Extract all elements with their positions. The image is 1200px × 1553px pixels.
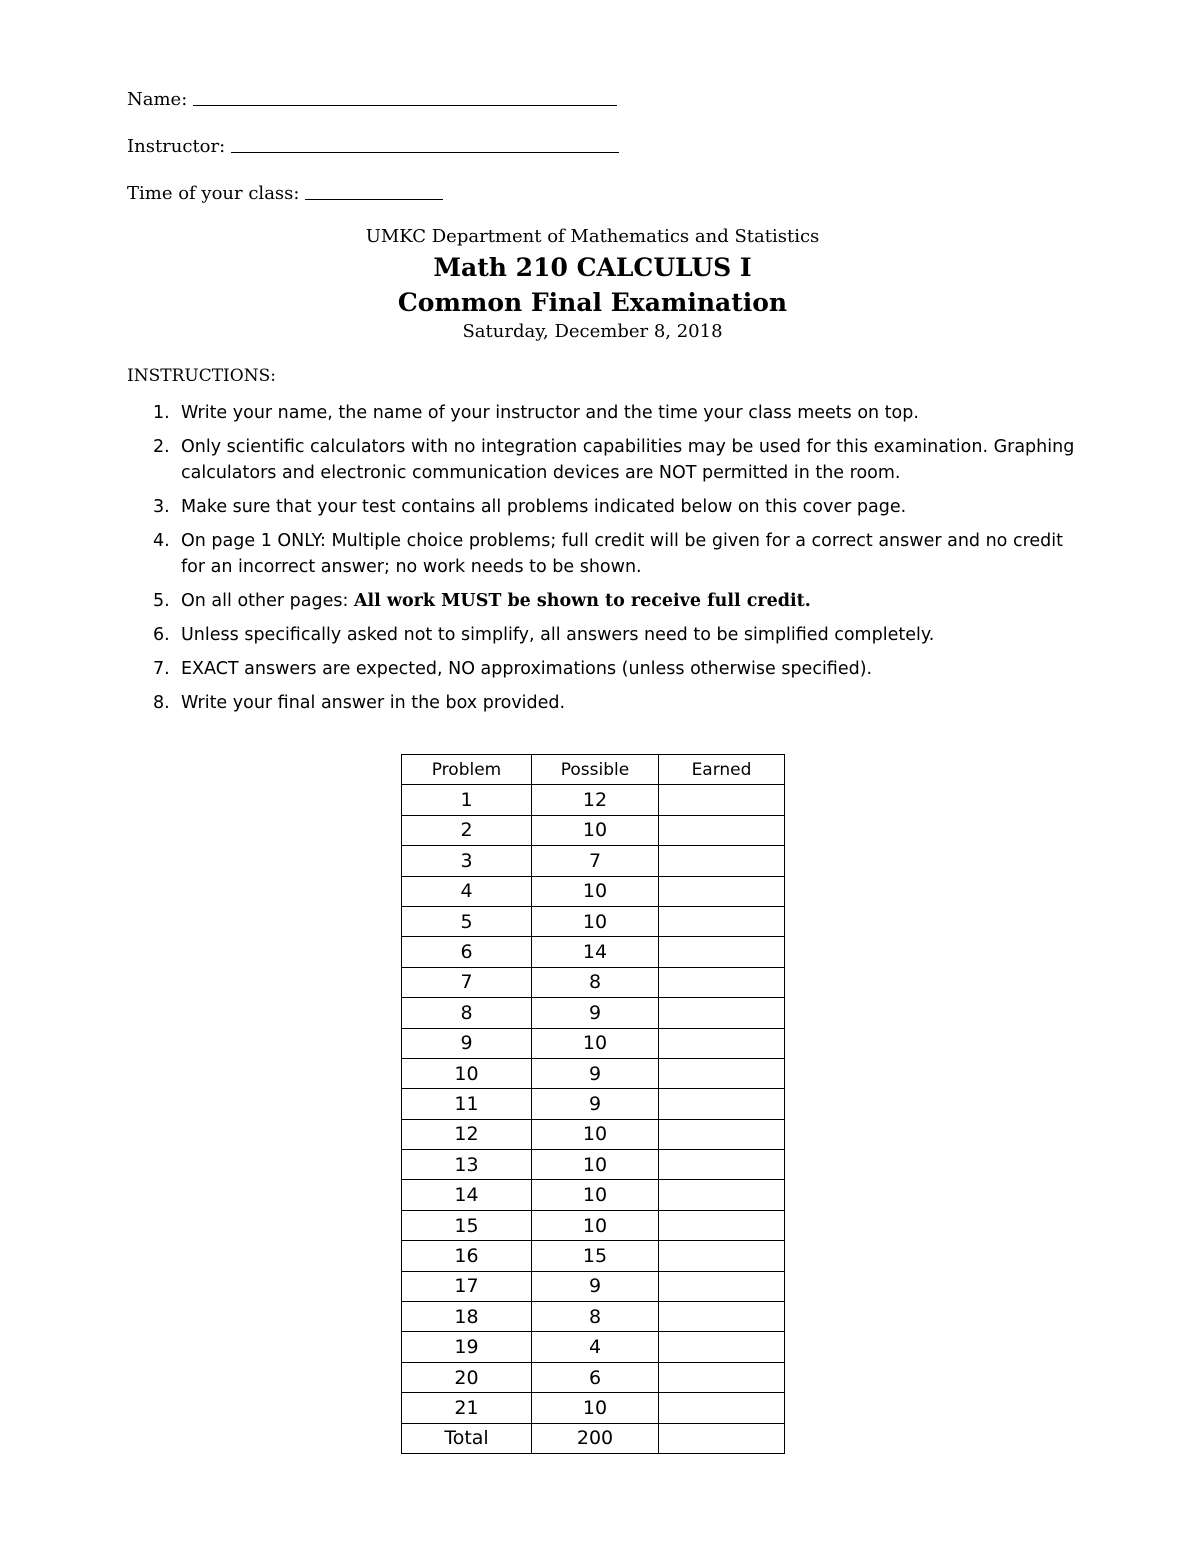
instruction-item: 2. Only scientific calculators with no integration capabilities may be used for this examination. Graphing calculators and electronic communication devices are NOT permitted in the room. bbox=[153, 437, 1075, 483]
possible-points: 12 bbox=[532, 785, 659, 815]
earned-points-cell[interactable] bbox=[659, 1332, 785, 1362]
problem-number: 2 bbox=[402, 815, 532, 845]
instruction-item: 7. EXACT answers are expected, NO approximations (unless otherwise specified). bbox=[153, 659, 873, 679]
table-row bbox=[402, 1241, 785, 1271]
possible-points: 10 bbox=[532, 906, 659, 936]
total-row bbox=[402, 1423, 785, 1453]
possible-points: 10 bbox=[532, 876, 659, 906]
earned-points-cell[interactable] bbox=[659, 1241, 785, 1271]
name-blank-line[interactable] bbox=[193, 105, 617, 106]
problem-number: 6 bbox=[402, 937, 532, 967]
earned-points-cell[interactable] bbox=[659, 998, 785, 1028]
class-time-field[interactable] bbox=[127, 183, 443, 204]
problem-number: 14 bbox=[402, 1180, 532, 1210]
header-earned: Earned bbox=[659, 755, 785, 785]
header-problem: Problem bbox=[402, 755, 532, 785]
earned-points-cell[interactable] bbox=[659, 1393, 785, 1423]
possible-points: 7 bbox=[532, 846, 659, 876]
table-row bbox=[402, 1058, 785, 1088]
table-row bbox=[402, 967, 785, 997]
possible-points: 10 bbox=[532, 1150, 659, 1180]
table-row bbox=[402, 846, 785, 876]
possible-points: 10 bbox=[532, 1180, 659, 1210]
class-time-label: Time of your class: bbox=[127, 183, 300, 204]
earned-points-cell[interactable] bbox=[659, 1180, 785, 1210]
instructor-blank-line[interactable] bbox=[231, 152, 619, 153]
instruction-item: 6. Unless specifically asked not to simplify, all answers need to be simplified completely. bbox=[153, 625, 935, 645]
problem-number: 4 bbox=[402, 876, 532, 906]
table-row bbox=[402, 998, 785, 1028]
table-row bbox=[402, 1332, 785, 1362]
total-earned-cell[interactable] bbox=[659, 1423, 785, 1453]
table-row bbox=[402, 1028, 785, 1058]
problem-number: 12 bbox=[402, 1119, 532, 1149]
table-row bbox=[402, 1150, 785, 1180]
earned-points-cell[interactable] bbox=[659, 1089, 785, 1119]
name-label: Name: bbox=[127, 89, 188, 110]
earned-points-cell[interactable] bbox=[659, 967, 785, 997]
possible-points: 9 bbox=[532, 1089, 659, 1119]
table-row bbox=[402, 1210, 785, 1240]
problem-number: 9 bbox=[402, 1028, 532, 1058]
earned-points-cell[interactable] bbox=[659, 1271, 785, 1301]
problem-number: 3 bbox=[402, 846, 532, 876]
instruction-item: 4. On page 1 ONLY: Multiple choice problems; full credit will be given for a correct answer and no credit for an incorrect answer; no work needs to be shown. bbox=[153, 531, 1063, 577]
problem-number: 17 bbox=[402, 1271, 532, 1301]
exam-title: Common Final Examination bbox=[397, 288, 788, 317]
possible-points: 9 bbox=[532, 1058, 659, 1088]
problem-number: 1 bbox=[402, 785, 532, 815]
possible-points: 10 bbox=[532, 1393, 659, 1423]
department-name: UMKC Department of Mathematics and Statistics bbox=[365, 226, 820, 247]
earned-points-cell[interactable] bbox=[659, 1119, 785, 1149]
problem-number: 11 bbox=[402, 1089, 532, 1119]
earned-points-cell[interactable] bbox=[659, 815, 785, 845]
score-table-body bbox=[402, 785, 785, 1454]
possible-points: 10 bbox=[532, 815, 659, 845]
problem-number: 19 bbox=[402, 1332, 532, 1362]
table-row bbox=[402, 815, 785, 845]
problem-number: 8 bbox=[402, 998, 532, 1028]
earned-points-cell[interactable] bbox=[659, 1210, 785, 1240]
instruction-item: 3. Make sure that your test contains all problems indicated below on this cover page. bbox=[153, 497, 907, 517]
instructor-label: Instructor: bbox=[127, 136, 226, 157]
earned-points-cell[interactable] bbox=[659, 785, 785, 815]
instructor-field[interactable] bbox=[127, 136, 619, 157]
problem-number: 7 bbox=[402, 967, 532, 997]
possible-points: 9 bbox=[532, 1271, 659, 1301]
possible-points: 14 bbox=[532, 937, 659, 967]
earned-points-cell[interactable] bbox=[659, 906, 785, 936]
instruction-item: 1. Write your name, the name of your instructor and the time your class meets on top. bbox=[153, 403, 919, 423]
problem-number: 13 bbox=[402, 1150, 532, 1180]
possible-points: 8 bbox=[532, 1302, 659, 1332]
possible-points: 8 bbox=[532, 967, 659, 997]
earned-points-cell[interactable] bbox=[659, 846, 785, 876]
earned-points-cell[interactable] bbox=[659, 1150, 785, 1180]
possible-points: 4 bbox=[532, 1332, 659, 1362]
instructions-heading: INSTRUCTIONS: bbox=[127, 366, 276, 386]
name-field[interactable] bbox=[127, 89, 617, 110]
table-row bbox=[402, 1362, 785, 1392]
table-row bbox=[402, 906, 785, 936]
problem-number: 15 bbox=[402, 1210, 532, 1240]
earned-points-cell[interactable] bbox=[659, 937, 785, 967]
possible-points: 6 bbox=[532, 1362, 659, 1392]
score-table bbox=[401, 754, 785, 1454]
table-row bbox=[402, 1393, 785, 1423]
problem-number: 21 bbox=[402, 1393, 532, 1423]
earned-points-cell[interactable] bbox=[659, 1302, 785, 1332]
instructions-list bbox=[127, 400, 1077, 724]
table-row bbox=[402, 785, 785, 815]
problem-number: 5 bbox=[402, 906, 532, 936]
instruction-item: 8. Write your final answer in the box provided. bbox=[153, 693, 566, 713]
possible-points: 10 bbox=[532, 1028, 659, 1058]
exam-date: Saturday, December 8, 2018 bbox=[462, 321, 723, 342]
possible-points: 10 bbox=[532, 1210, 659, 1240]
problem-number: 10 bbox=[402, 1058, 532, 1088]
total-label: Total bbox=[402, 1423, 532, 1453]
instruction-item: 5. On all other pages: All work MUST be shown to receive full credit. bbox=[153, 591, 811, 611]
table-row bbox=[402, 1302, 785, 1332]
header-possible: Possible bbox=[532, 755, 659, 785]
earned-points-cell[interactable] bbox=[659, 1058, 785, 1088]
earned-points-cell[interactable] bbox=[659, 1028, 785, 1058]
table-row bbox=[402, 937, 785, 967]
table-row bbox=[402, 1180, 785, 1210]
table-row bbox=[402, 1089, 785, 1119]
total-possible: 200 bbox=[532, 1423, 659, 1453]
possible-points: 10 bbox=[532, 1119, 659, 1149]
table-row bbox=[402, 1271, 785, 1301]
table-row bbox=[402, 876, 785, 906]
possible-points: 15 bbox=[532, 1241, 659, 1271]
problem-number: 16 bbox=[402, 1241, 532, 1271]
class-time-blank-line[interactable] bbox=[305, 199, 443, 200]
problem-number: 18 bbox=[402, 1302, 532, 1332]
earned-points-cell[interactable] bbox=[659, 1362, 785, 1392]
possible-points: 9 bbox=[532, 998, 659, 1028]
problem-number: 20 bbox=[402, 1362, 532, 1392]
course-title: Math 210 CALCULUS I bbox=[433, 253, 752, 282]
earned-points-cell[interactable] bbox=[659, 876, 785, 906]
table-header-row bbox=[402, 755, 785, 785]
table-row bbox=[402, 1119, 785, 1149]
